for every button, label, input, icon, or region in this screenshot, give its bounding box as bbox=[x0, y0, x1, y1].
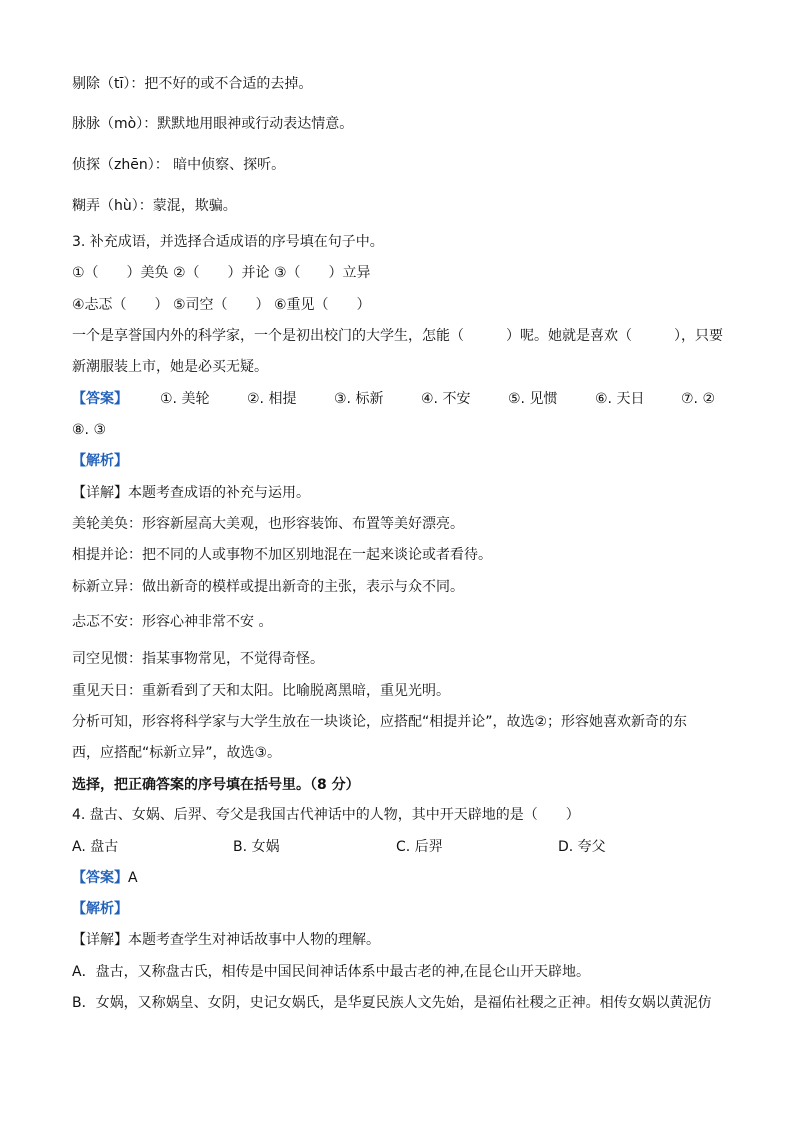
answer-item: ⑦. ② bbox=[681, 391, 716, 407]
definition-line: 剔除（tī）：把不好的或不合适的去掉。 bbox=[72, 76, 313, 92]
explanation-line: 重见天日：重新看到了天和太阳。比喻脱离黑暗，重见光明。 bbox=[72, 683, 450, 699]
explanation-line: 标新立异：做出新奇的模样或提出新奇的主张，表示与众不同。 bbox=[72, 579, 464, 595]
explanation-line: 忐忑不安：形容心神非常不安 。 bbox=[72, 614, 273, 630]
analysis-label: 【解析】 bbox=[72, 453, 128, 469]
choice-b: B. 女娲 bbox=[233, 839, 280, 855]
answer-value: A bbox=[128, 870, 138, 886]
choice-a: A. 盘古 bbox=[72, 839, 119, 855]
sentence-line: 新潮服装上市，她是必买无疑。 bbox=[72, 359, 268, 375]
option-explanation: B．女娲，又称娲皇、女阴，史记女娲氏，是华夏民族人文先始，是福佑社稷之正神。相传女娲以黄泥仿 bbox=[72, 995, 712, 1011]
detail-label: 【详解】 bbox=[72, 485, 128, 501]
answer-item: ⑤. 见惯 bbox=[508, 391, 558, 407]
definition-line: 侦探（zhēn）： 暗中侦察、探听。 bbox=[72, 157, 286, 173]
question-4: 4. 盘古、女娲、后羿、夸父是我国古代神话中的人物，其中开天辟地的是（ ） bbox=[72, 807, 580, 823]
analysis-line: 分析可知，形容将科学家与大学生放在一块谈论，应搭配“相提并论”，故选②；形容她喜欢新奇的东 bbox=[72, 714, 688, 730]
answer-item: ③. 标新 bbox=[334, 391, 384, 407]
answer-line bbox=[72, 868, 138, 888]
option-explanation: A．盘古，又称盘古氏，相传是中国民间神话体系中最古老的神,在昆仑山开天辟地。 bbox=[72, 964, 591, 980]
section-heading: 选择，把正确答案的序号填在括号里。（8 分） bbox=[72, 777, 360, 793]
answer-label: 【答案】 bbox=[72, 870, 128, 886]
answer-item: ⑧. ③ bbox=[72, 422, 107, 438]
idiom-row-2: ④忐忑（ ） ⑤司空（ ） ⑥重见（ ） bbox=[72, 297, 371, 313]
detail-line bbox=[72, 930, 380, 950]
choice-c: C. 后羿 bbox=[396, 839, 443, 855]
explanation-line: 司空见惯：指某事物常见，不觉得奇怪。 bbox=[72, 651, 324, 667]
choice-d: D. 夸父 bbox=[558, 839, 606, 855]
explanation-line: 美轮美奂：形容新屋高大美观，也形容装饰、布置等美好漂亮。 bbox=[72, 516, 464, 532]
answer-label: 【答案】 bbox=[72, 391, 128, 407]
answer-item: ②. 相提 bbox=[247, 391, 297, 407]
definition-line: 脉脉（mò）：默默地用眼神或行动表达情意。 bbox=[72, 116, 354, 132]
detail-line bbox=[72, 483, 310, 503]
detail-text: 本题考查学生对神话故事中人物的理解。 bbox=[128, 932, 380, 948]
answer-item: ⑥. 天日 bbox=[595, 391, 645, 407]
question-3-title: 3. 补充成语，并选择合适成语的序号填在句子中。 bbox=[72, 234, 384, 250]
explanation-line: 相提并论：把不同的人或事物不加区别地混在一起来谈论或者看待。 bbox=[72, 547, 492, 563]
definition-line: 糊弄（hù）：蒙混，欺骗。 bbox=[72, 198, 237, 214]
detail-label: 【详解】 bbox=[72, 932, 128, 948]
answer-item: ①. 美轮 bbox=[160, 391, 210, 407]
sentence-line: 一个是享誉国内外的科学家，一个是初出校门的大学生，怎能（ ）呢。她就是喜欢（ ），只要 bbox=[72, 328, 723, 344]
idiom-row-1: ①（ ）美奂 ②（ ）并论 ③（ ）立异 bbox=[72, 265, 371, 281]
analysis-line: 西，应搭配“标新立异”，故选③。 bbox=[72, 745, 282, 761]
answer-item: ④. 不安 bbox=[421, 391, 471, 407]
analysis-label: 【解析】 bbox=[72, 901, 128, 917]
detail-text: 本题考查成语的补充与运用。 bbox=[128, 485, 310, 501]
